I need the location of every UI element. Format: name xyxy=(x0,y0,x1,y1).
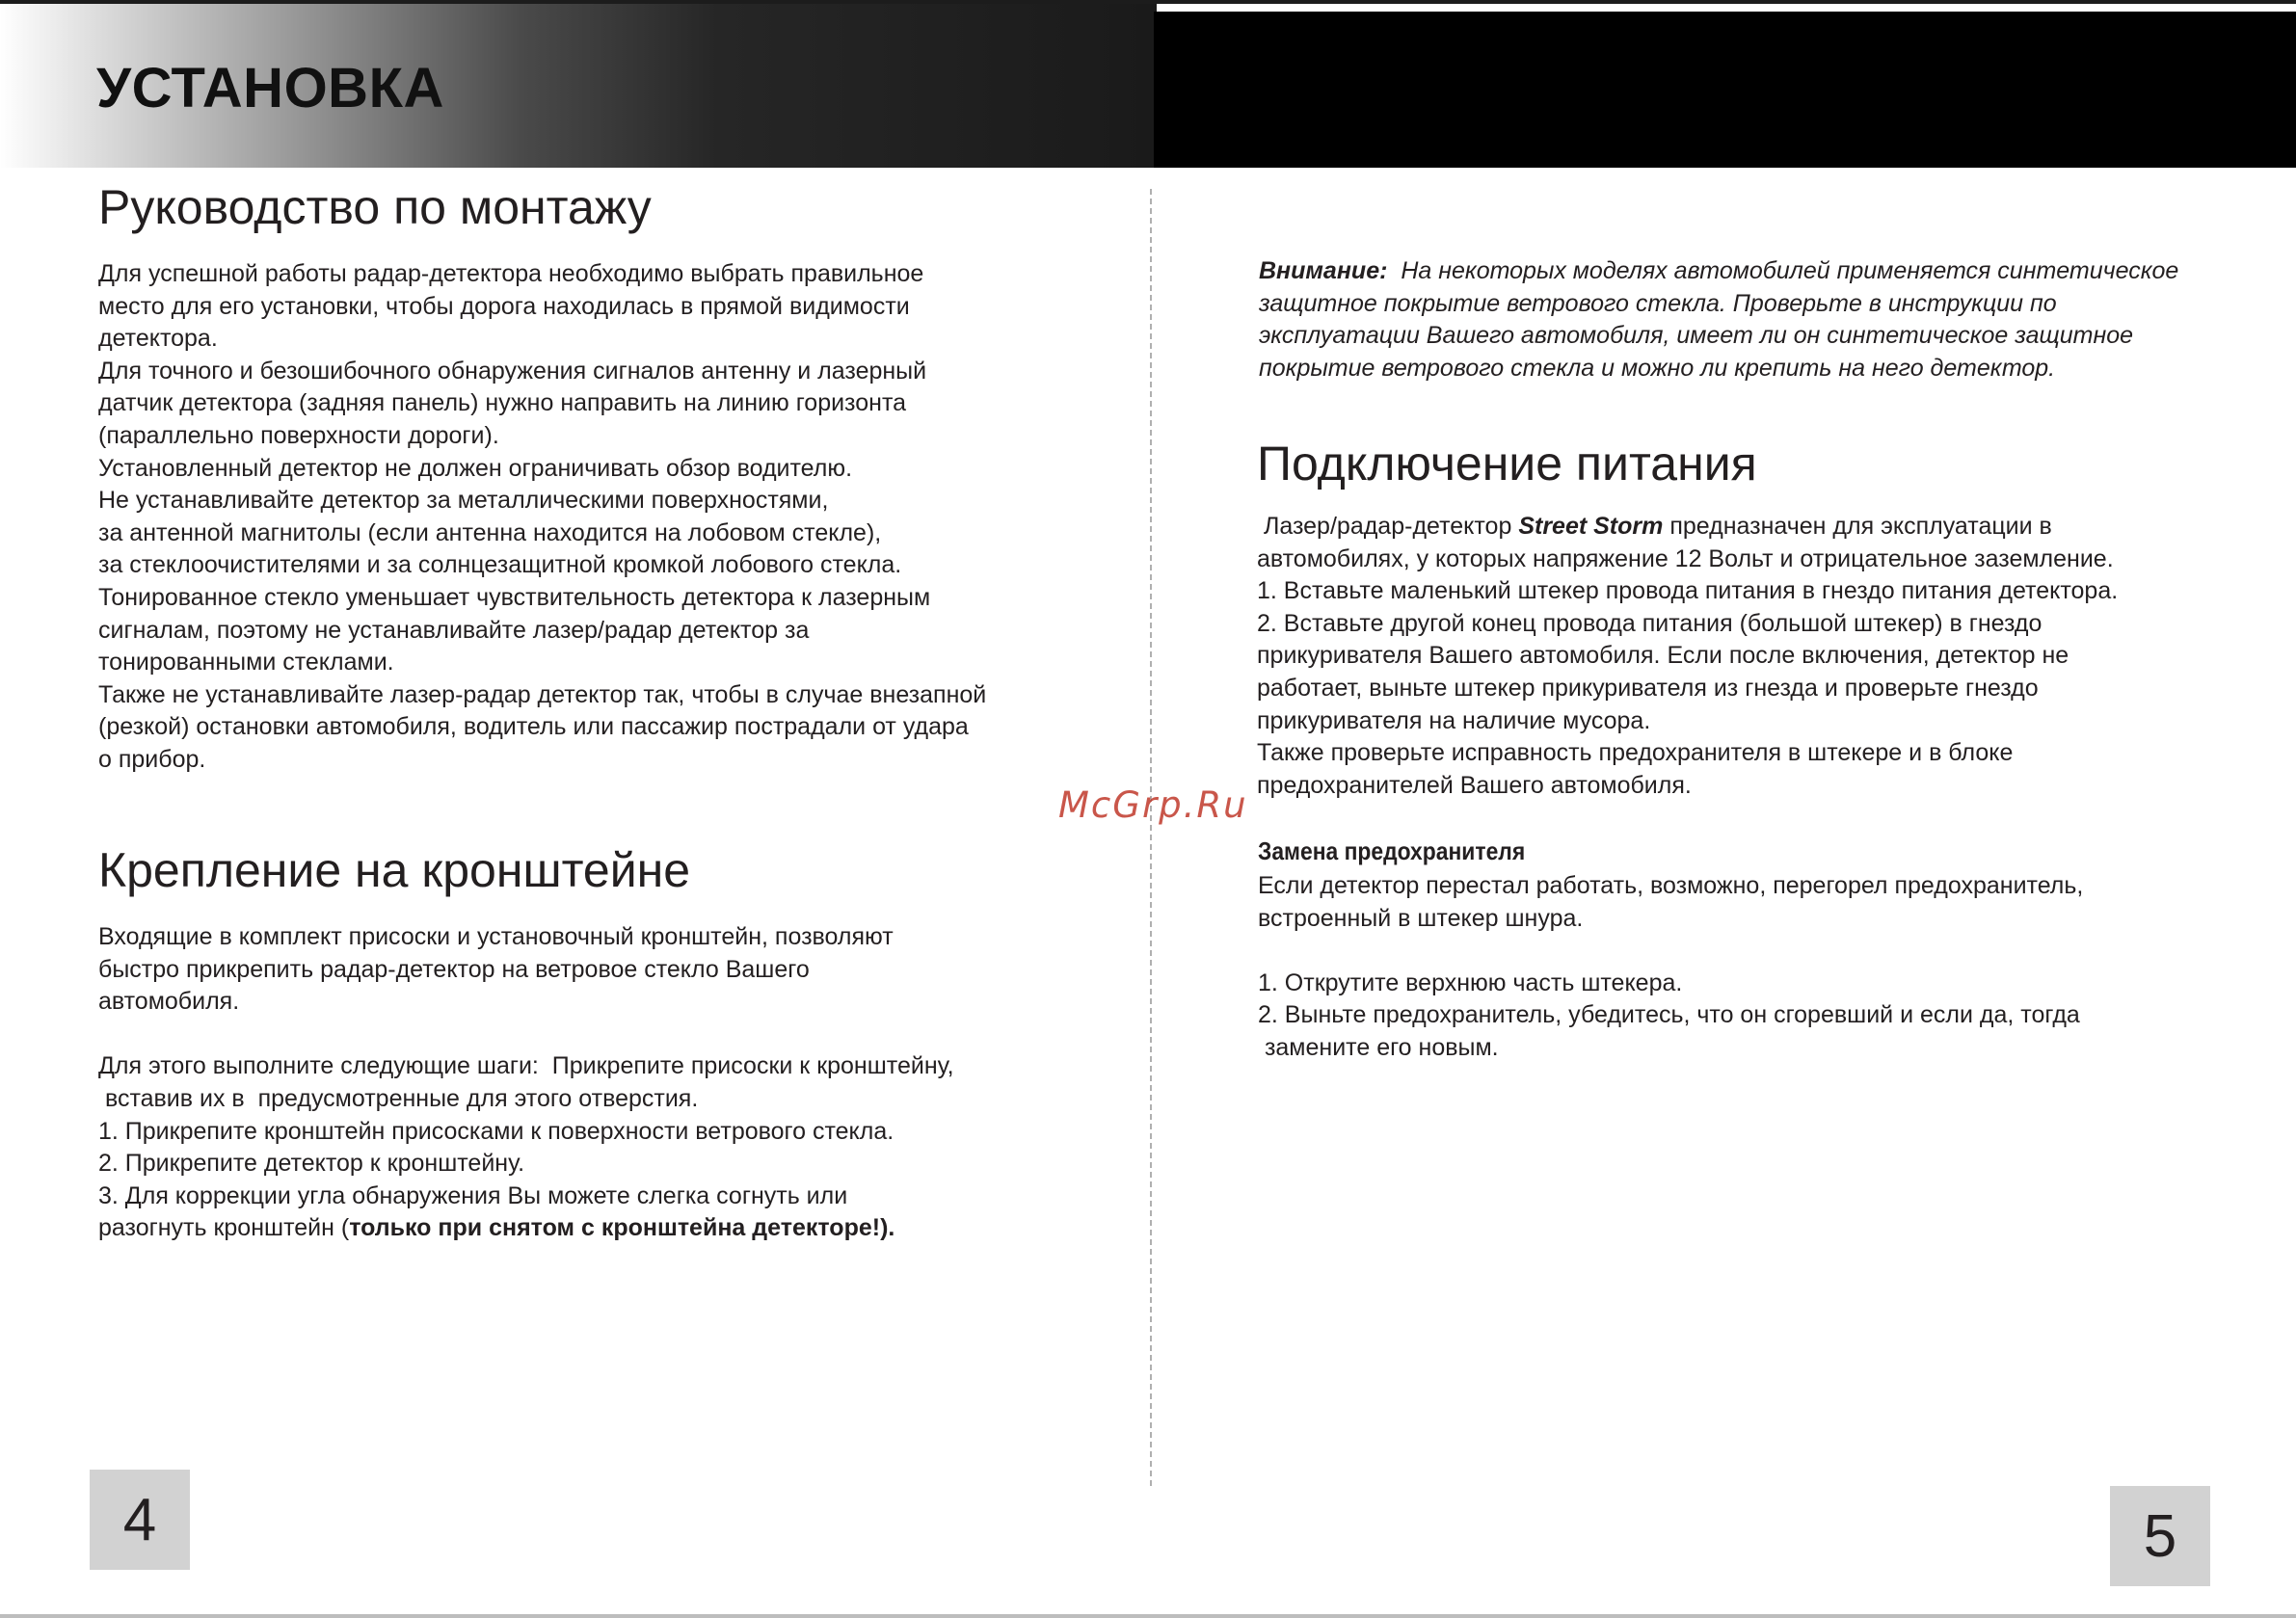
text-line: Если детектор перестал работать, возможно, перегорел предохранитель, xyxy=(1258,872,2084,899)
text-line: (резкой) остановки автомобиля, водитель или пассажир пострадали от удара xyxy=(98,713,969,741)
text-line: за антенной магнитолы (если антенна находится на лобовом стекле), xyxy=(98,518,882,546)
text-line: детектора. xyxy=(98,325,218,353)
text-line: замените его новым. xyxy=(1258,1033,1499,1061)
page-number-text: 5 xyxy=(2143,1502,2177,1570)
text-line: встроенный в штекер шнура. xyxy=(1258,904,1584,932)
text-line: вставив их в предусмотренные для этого отверстия. xyxy=(98,1084,699,1112)
bottom-border xyxy=(0,1614,2296,1618)
page-divider xyxy=(1150,189,1152,1486)
warning-label: Внимание: xyxy=(1259,257,1388,284)
text-line xyxy=(1259,255,2178,288)
text-line: Установленный детектор не должен ограничивать обзор водителю. xyxy=(98,454,853,482)
text-line: Для точного и безошибочного обнаружения сигналов антенну и лазерный xyxy=(98,357,927,385)
text-line xyxy=(98,1212,954,1245)
page-number-right xyxy=(2110,1486,2210,1586)
text-line: Входящие в комплект присоски и установочный кронштейн, позволяют xyxy=(98,923,894,950)
text-line: 3. Для коррекции угла обнаружения Вы можете слегка согнуть или xyxy=(98,1181,848,1209)
text-line: Не устанавливайте детектор за металлическими поверхностями, xyxy=(98,487,829,515)
text-line: Для успешной работы радар-детектора необходимо выбрать правильное xyxy=(98,260,924,287)
brand-name: Street Storm xyxy=(1518,513,1664,540)
text-line: работает, выньте штекер прикуривателя из гнезда и проверьте гнездо xyxy=(1257,674,2039,702)
text-line: прикуривателя Вашего автомобиля. Если после включения, детектор не xyxy=(1257,642,2069,670)
text-line: Также проверьте исправность предохранителя в штекере и в блоке xyxy=(1257,739,2014,767)
text-line: датчик детектора (задняя панель) нужно направить на линию горизонта xyxy=(98,389,907,417)
bracket-intro xyxy=(98,921,954,1019)
mounting-body xyxy=(98,258,986,777)
text-line: Для этого выполните следующие шаги: Прикрепите присоски к кронштейну, xyxy=(98,1052,954,1080)
text-line: тонированными стеклами. xyxy=(98,649,394,676)
fuse-steps xyxy=(1258,968,2083,1065)
text-line: 1. Прикрепите кронштейн присосками к поверхности ветрового стекла. xyxy=(98,1117,894,1145)
text-line: быстро прикрепить радар-детектор на ветровое стекло Вашего xyxy=(98,955,810,983)
mounting-title: Руководство по монтажу xyxy=(98,180,652,234)
bracket-section xyxy=(98,842,954,1245)
power-title: Подключение питания xyxy=(1257,437,1757,491)
header-black-band xyxy=(1154,12,2296,168)
page-number-left xyxy=(90,1470,190,1570)
text-line: за стеклоочистителями и за солнцезащитной кромкой лобового стекла. xyxy=(98,551,902,579)
text-line: 2. Прикрепите детектор к кронштейну. xyxy=(98,1150,525,1178)
text-line: защитное покрытие ветрового стекла. Проверьте в инструкции по xyxy=(1259,289,2057,317)
text-line: прикуривателя на наличие мусора. xyxy=(1257,706,1651,734)
text-line: предохранителей Вашего автомобиля. xyxy=(1257,771,1692,799)
power-body xyxy=(1257,511,2118,802)
text-line xyxy=(1257,511,2118,544)
mounting-section xyxy=(98,179,986,777)
text-line: (параллельно поверхности дороги). xyxy=(98,421,499,449)
fuse-title: Замена предохранителя xyxy=(1258,836,1526,865)
text-segment: разогнуть кронштейн ( xyxy=(98,1214,350,1242)
text-line: автомобиля. xyxy=(98,988,240,1016)
bracket-title: Крепление на кронштейне xyxy=(98,843,691,897)
text-line: 1. Открутите верхнюю часть штекера. xyxy=(1258,968,1683,996)
text-segment: предназначен для эксплуатации в xyxy=(1663,513,2052,540)
text-line: автомобилях, у которых напряжение 12 Вольт и отрицательное заземление. xyxy=(1257,544,2114,572)
text-line: покрытие ветрового стекла и можно ли крепить на него детектор. xyxy=(1259,354,2056,382)
bold-note: только при снятом с кронштейна детекторе!). xyxy=(349,1214,895,1242)
text-line: 2. Выньте предохранитель, убедитесь, что он сгоревший и если да, тогда xyxy=(1258,1001,2080,1029)
text-line: Тонированное стекло уменьшает чувствительность детектора к лазерным xyxy=(98,583,931,611)
fuse-section xyxy=(1258,836,2083,1065)
text-line: Также не устанавливайте лазер-радар детектор так, чтобы в случае внезапной xyxy=(98,680,987,708)
text-line: 1. Вставьте маленький штекер провода питания в гнездо питания детектора. xyxy=(1257,577,2119,605)
watermark-text: McGrp.Ru xyxy=(1058,784,1248,826)
page-number-text: 4 xyxy=(122,1486,157,1553)
fuse-intro xyxy=(1258,870,2083,935)
text-line: о прибор. xyxy=(98,745,206,773)
text-line: место для его установки, чтобы дорога находилась в прямой видимости xyxy=(98,292,910,320)
text-segment: Лазер/радар-детектор xyxy=(1257,513,1519,540)
warning-section xyxy=(1259,255,2178,385)
section-label: УСТАНОВКА xyxy=(96,57,444,119)
text-segment: На некоторых моделях автомобилей применяется синтетическое xyxy=(1387,257,2179,284)
power-section xyxy=(1257,436,2118,802)
text-line: 2. Вставьте другой конец провода питания (большой штекер) в гнездо xyxy=(1257,609,2042,637)
text-line: сигналам, поэтому не устанавливайте лазер/радар детектор за xyxy=(98,616,810,644)
bracket-steps xyxy=(98,1050,954,1245)
text-line: эксплуатации Вашего автомобиля, имеет ли он синтетическое защитное xyxy=(1259,322,2134,350)
